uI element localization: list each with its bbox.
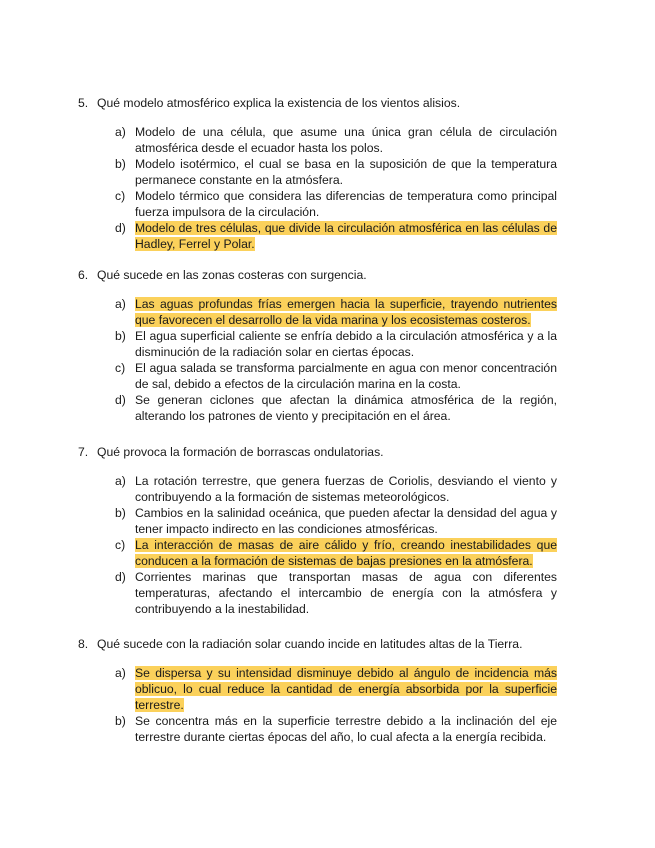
option-text-highlighted (135, 537, 557, 569)
option-c (115, 360, 557, 392)
option-b (115, 328, 557, 360)
question-text: Qué sucede con la radiación solar cuando incide en latitudes altas de la Tierra. (97, 637, 523, 651)
highlight-mark: La interacción de masas de aire cálido y frío, creando inestabilidades que conducen a la formación de sistemas de bajas presiones en la atmósfera. (135, 538, 557, 568)
question-6 (78, 267, 598, 424)
option-letter: b) (115, 329, 126, 343)
option-b (115, 156, 557, 188)
option-letter: a) (115, 474, 126, 488)
option-text: Cambios en la salinidad oceánica, que pueden afectar la densidad del agua y tener impacto indirecto en las condiciones atmosféricas. (135, 506, 557, 536)
answer-options (115, 296, 557, 424)
option-letter: d) (115, 393, 126, 407)
option-text: El agua superficial caliente se enfría debido a la circulación atmosférica y a la disminución de la radiación solar en ciertas épocas. (135, 329, 557, 359)
question-number: 5. (78, 96, 89, 110)
option-letter: c) (115, 361, 126, 375)
question-text: Qué modelo atmosférico explica la existencia de los vientos alisios. (97, 96, 461, 110)
option-d (115, 392, 557, 424)
option-b (115, 505, 557, 537)
option-text: Modelo de una célula, que asume una única gran célula de circulación atmosférica desde el ecuador hasta los polos. (135, 125, 557, 155)
option-letter: a) (115, 297, 126, 311)
option-c (115, 188, 557, 220)
question-7 (78, 444, 598, 617)
answer-options (115, 473, 557, 617)
option-d-highlighted (115, 220, 557, 252)
option-a (115, 473, 557, 505)
answer-options (115, 124, 557, 252)
option-text: La rotación terrestre, que genera fuerzas de Coriolis, desviando el viento y contribuyendo a la formación de sistemas meteorológicos. (135, 474, 557, 504)
option-letter: b) (115, 157, 126, 171)
option-text-highlighted (135, 665, 557, 713)
question-number: 6. (78, 268, 89, 282)
option-text: Corrientes marinas que transportan masas de agua con diferentes temperaturas, afectando el intercambio de energía con la atmósfera y contribuyendo a la inestabilidad. (135, 570, 557, 616)
option-letter: c) (115, 538, 126, 552)
highlight-mark: Modelo de tres células, que divide la circulación atmosférica en las células de Hadley, Ferrel y Polar. (135, 221, 557, 251)
option-c-highlighted (115, 537, 557, 569)
question-text: Qué provoca la formación de borrascas ondulatorias. (97, 445, 384, 459)
option-a (115, 124, 557, 156)
option-text: Modelo térmico que considera las diferencias de temperatura como principal fuerza impulsora de la circulación. (135, 189, 557, 219)
question-5 (78, 95, 598, 252)
question-number: 7. (78, 445, 89, 459)
option-letter: b) (115, 714, 126, 728)
option-b (115, 713, 557, 745)
option-text: Modelo isotérmico, el cual se basa en la suposición de que la temperatura permanece constante en la atmósfera. (135, 157, 557, 187)
highlight-mark: Las aguas profundas frías emergen hacia la superficie, trayendo nutrientes que favorecen el desarrollo de la vida marina y los ecosistemas costeros. (135, 297, 557, 327)
question-text: Qué sucede en las zonas costeras con surgencia. (97, 268, 367, 282)
option-letter: d) (115, 570, 126, 584)
option-letter: d) (115, 221, 126, 235)
option-a-highlighted (115, 665, 557, 713)
option-d (115, 569, 557, 617)
question-number: 8. (78, 637, 89, 651)
option-text: El agua salada se transforma parcialmente en agua con menor concentración de sal, debido a efectos de la circulación marina en la costa. (135, 361, 557, 391)
option-text: Se concentra más en la superficie terrestre debido a la inclinación del eje terrestre durante ciertas épocas del año, lo cual afecta a la energía recibida. (135, 714, 557, 744)
question-8 (78, 636, 598, 745)
option-letter: a) (115, 125, 126, 139)
option-text-highlighted (135, 220, 557, 252)
option-letter: b) (115, 506, 126, 520)
option-letter: a) (115, 666, 126, 680)
highlight-mark: Se dispersa y su intensidad disminuye debido al ángulo de incidencia más oblicuo, lo cual reduce la cantidad de energía absorbida por la superficie terrestre. (135, 666, 557, 712)
option-a-highlighted (115, 296, 557, 328)
option-text-highlighted (135, 296, 557, 328)
option-letter: c) (115, 189, 126, 203)
answer-options (115, 665, 557, 745)
option-text: Se generan ciclones que afectan la dinámica atmosférica de la región, alterando los patrones de viento y precipitación en el área. (135, 393, 557, 423)
